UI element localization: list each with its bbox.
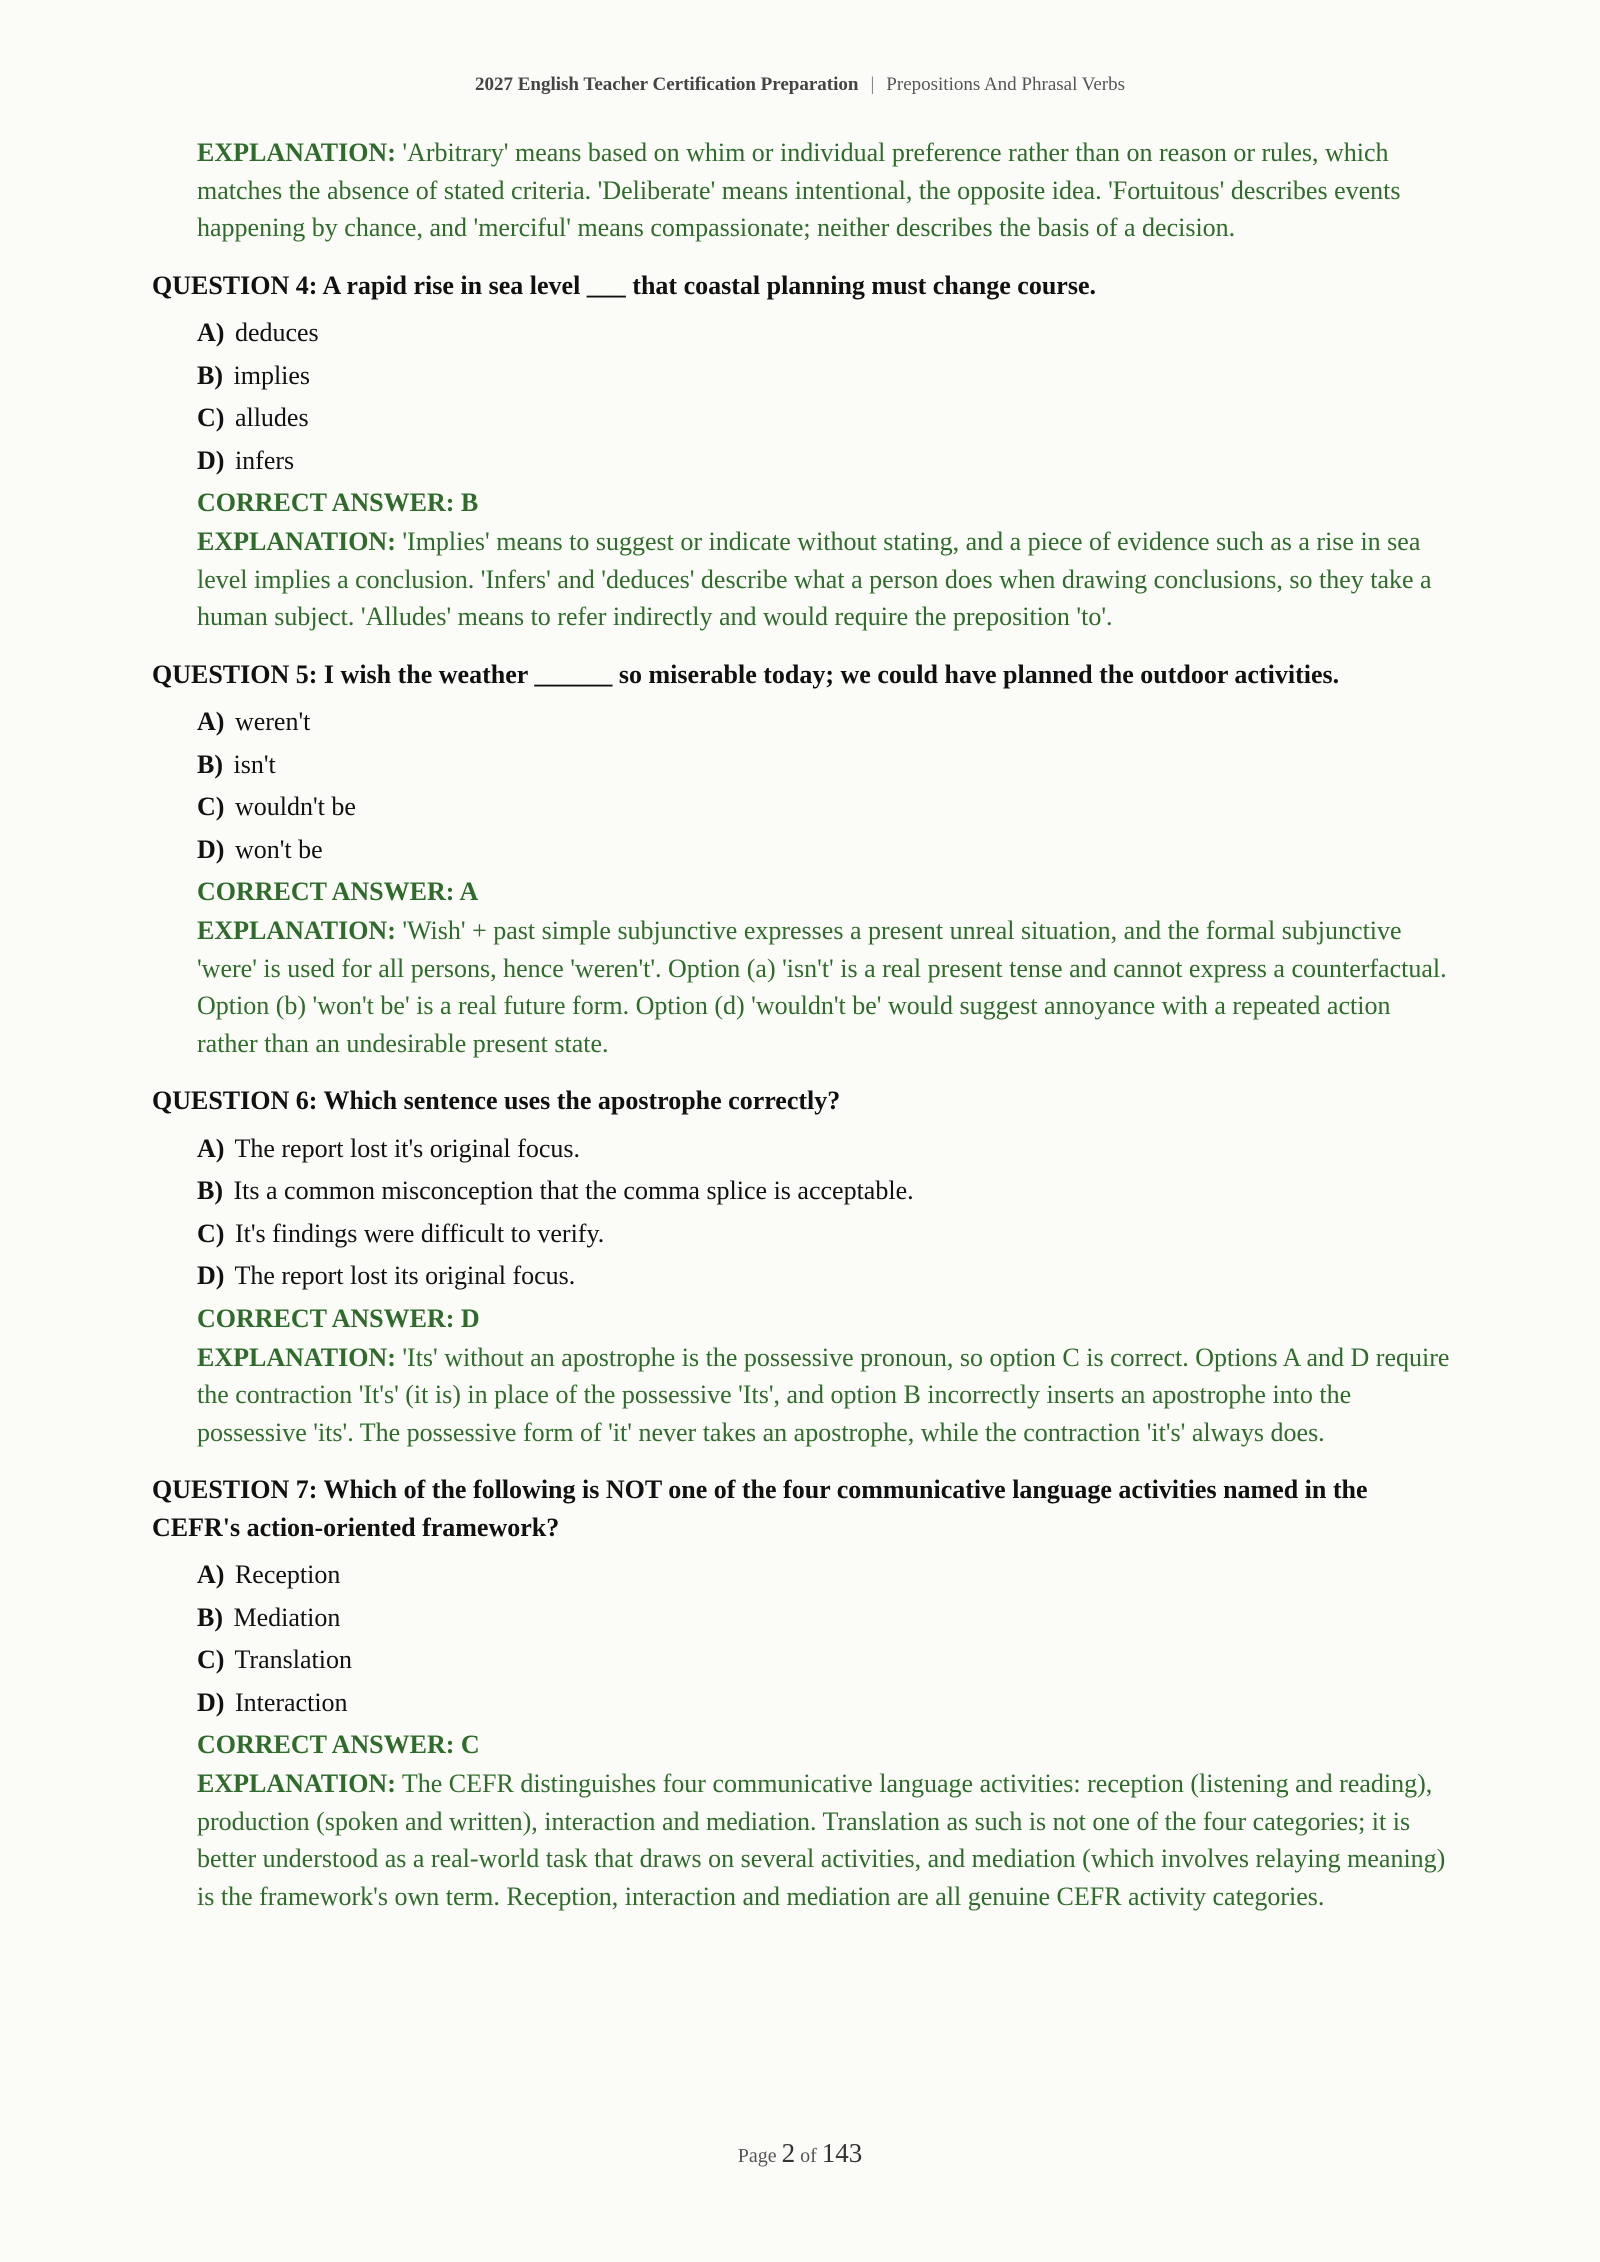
- question-block-6: [152, 1082, 1452, 1451]
- option-letter: C): [197, 792, 225, 821]
- question-block-7: [152, 1471, 1452, 1915]
- explanation-text: The CEFR distinguishes four communicative language activities: reception (listening and reading), production (spoken and written), interaction and mediation. Translation as such is not one of the four categories; it is better understood as a real-world task that draws on several activities, and mediation (which involves relaying meaning) is the framework's own term. Reception, interaction and mediation are all genuine CEFR activity categories.: [197, 1769, 1446, 1911]
- correct-answer: CORRECT ANSWER: C: [197, 1730, 480, 1759]
- option-text: Its a common misconception that the comma splice is acceptable.: [227, 1176, 914, 1205]
- option-text: deduces: [228, 318, 319, 347]
- intro-explanation: [197, 134, 1452, 247]
- option-letter: A): [197, 1560, 225, 1589]
- explanation-label: EXPLANATION:: [197, 138, 396, 167]
- option-letter: D): [197, 834, 225, 864]
- option-b: [197, 744, 1452, 787]
- option-text: infers: [228, 445, 295, 475]
- explanation-text: 'Its' without an apostrophe is the possessive pronoun, so option C is correct. Options A and D require the contraction 'It's' (it is) in place of the possessive 'Its', and option B incorrectly inserts an apostrophe into the possessive 'its'. The possessive form of 'it' never takes an apostrophe, while the contraction 'it's' always does.: [197, 1342, 1450, 1447]
- option-letter: C): [197, 403, 225, 432]
- question-heading: QUESTION 5: I wish the weather ______ so miserable today; we could have planned the outdoor activities.: [152, 659, 1340, 689]
- explanation: [197, 912, 1452, 1062]
- option-letter: A): [197, 1133, 225, 1163]
- option-b: [197, 355, 1452, 398]
- option-letter: B): [197, 1176, 223, 1205]
- option-a: [197, 1554, 1452, 1597]
- option-text: won't be: [228, 834, 323, 864]
- document-title: 2027 English Teacher Certification Preparation: [474, 74, 859, 95]
- option-letter: C): [197, 1218, 225, 1248]
- option-text: weren't: [228, 707, 311, 736]
- option-letter: D): [197, 445, 225, 475]
- explanation-text: 'Implies' means to suggest or indicate without stating, and a piece of evidence such as a rise in sea level implies a conclusion. 'Infers' and 'deduces' describe what a person does when drawing conclusions, so they take a human subject. 'Alludes' means to refer indirectly and would require the preposition 'to'.: [197, 527, 1432, 631]
- option-text: Interaction: [228, 1687, 348, 1717]
- page-word: Page: [737, 2145, 777, 2167]
- option-letter: D): [197, 1261, 225, 1290]
- page-footer: [0, 2138, 1600, 2169]
- header-separator: |: [870, 74, 875, 95]
- option-text: The report lost it's original focus.: [228, 1133, 580, 1163]
- question-block-5: [152, 656, 1452, 1063]
- explanation-label: EXPLANATION:: [197, 1342, 396, 1372]
- explanation: [197, 1339, 1452, 1452]
- option-letter: D): [197, 1687, 225, 1717]
- option-b: [197, 1170, 1452, 1213]
- option-letter: A): [197, 318, 225, 347]
- option-text: Mediation: [227, 1602, 341, 1632]
- page-content: [152, 134, 1452, 1915]
- option-text: implies: [227, 360, 311, 390]
- correct-answer: CORRECT ANSWER: A: [197, 877, 479, 906]
- question-heading: QUESTION 7: Which of the following is NOT one of the four communicative language activities named in the CEFR's action-oriented framework?: [152, 1475, 1368, 1542]
- question-heading: QUESTION 6: Which sentence uses the apostrophe correctly?: [152, 1086, 841, 1115]
- of-word: of: [800, 2145, 817, 2167]
- option-text: wouldn't be: [228, 792, 356, 821]
- option-letter: B): [197, 1602, 223, 1632]
- explanation-label: EXPLANATION:: [197, 527, 396, 556]
- option-a: [197, 1128, 1452, 1171]
- option-c: [197, 1213, 1452, 1256]
- option-d: [197, 440, 1452, 483]
- option-d: [197, 829, 1452, 872]
- option-d: [197, 1255, 1452, 1298]
- question-block-4: [152, 267, 1452, 636]
- correct-answer: CORRECT ANSWER: D: [197, 1303, 480, 1333]
- explanation-text: 'Arbitrary' means based on whim or individual preference rather than on reason or rules, which matches the absence of stated criteria. 'Deliberate' means intentional, the opposite idea. 'Fortuitous' describes events happening by chance, and 'merciful' means compassionate; neither describes the basis of a decision.: [197, 138, 1401, 242]
- option-b: [197, 1597, 1452, 1640]
- option-letter: B): [197, 360, 223, 390]
- option-d: [197, 1682, 1452, 1725]
- explanation-label: EXPLANATION:: [197, 916, 396, 945]
- correct-answer: CORRECT ANSWER: B: [197, 488, 479, 517]
- option-c: [197, 1639, 1452, 1682]
- question-heading: QUESTION 4: A rapid rise in sea level ___ that coastal planning must change course.: [152, 270, 1096, 300]
- option-c: [197, 397, 1452, 440]
- page-header: [0, 74, 1600, 96]
- option-text: Reception: [228, 1560, 341, 1589]
- page-number: 2: [781, 2138, 796, 2168]
- option-text: The report lost its original focus.: [228, 1261, 576, 1290]
- option-text: It's findings were difficult to verify.: [228, 1218, 605, 1248]
- option-text: isn't: [227, 749, 276, 779]
- explanation: [197, 1765, 1452, 1915]
- section-title: Prepositions And Phrasal Verbs: [886, 74, 1126, 95]
- total-pages: 143: [821, 2138, 863, 2168]
- option-a: [197, 701, 1452, 744]
- option-letter: B): [197, 749, 223, 779]
- option-letter: C): [197, 1645, 225, 1674]
- explanation-text: 'Wish' + past simple subjunctive expresses a present unreal situation, and the formal subjunctive 'were' is used for all persons, hence 'weren't'. Option (a) 'isn't' is a real present tense and cannot express a counterfactual. Option (b) 'won't be' is a real future form. Option (d) 'wouldn't be' would suggest annoyance with a repeated action rather than an undesirable present state.: [197, 916, 1447, 1058]
- option-text: Translation: [228, 1645, 352, 1674]
- option-text: alludes: [228, 403, 309, 432]
- option-c: [197, 786, 1452, 829]
- explanation: [197, 523, 1452, 636]
- option-a: [197, 312, 1452, 355]
- explanation-label: EXPLANATION:: [197, 1769, 396, 1798]
- option-letter: A): [197, 707, 225, 736]
